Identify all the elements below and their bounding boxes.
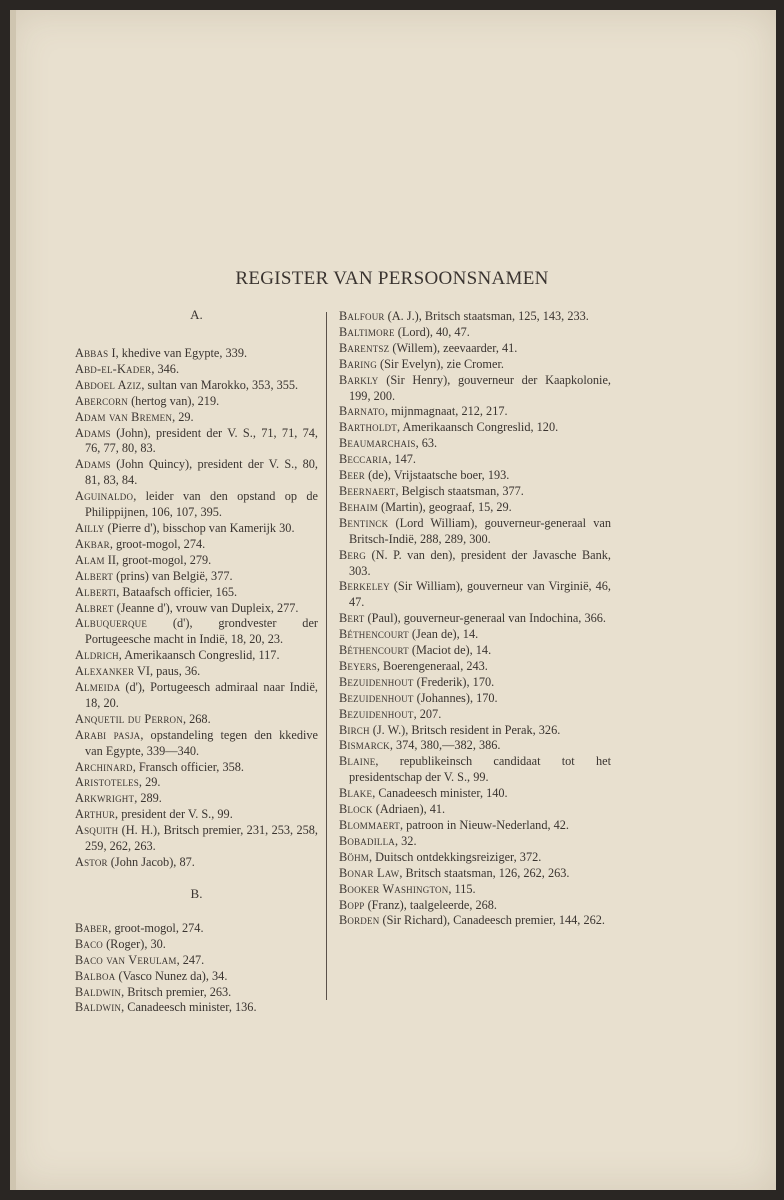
entry-detail: , 32. — [395, 833, 417, 848]
index-entry — [75, 648, 318, 664]
index-entry — [75, 569, 318, 585]
entry-name: Berg — [339, 547, 367, 562]
entry-detail: (Sir William), gouverneur van Virginië, 46, 47. — [349, 579, 611, 610]
entry-detail: (d'), Portugeesch admiraal naar Indië, 18, 20. — [85, 680, 318, 710]
entry-detail: , Canadeesch minister, 136. — [121, 1000, 257, 1015]
index-entry — [75, 1000, 318, 1016]
index-entry — [75, 985, 318, 1001]
entry-detail: , leider van den opstand op de Philippijnen, 106, 107, 395. — [85, 489, 318, 520]
entry-name: Adams — [75, 457, 111, 472]
entry-name: Beyers — [339, 658, 377, 673]
entry-detail: VI, paus, 36. — [134, 664, 201, 679]
entry-detail: , Belgisch staatsman, 377. — [395, 483, 524, 498]
entry-name: Astor — [75, 855, 108, 869]
entry-detail: , 374, 380,—382, 386. — [389, 738, 501, 753]
index-entry — [339, 516, 611, 548]
entry-name: Abd-el-Kader — [75, 361, 152, 376]
entry-detail: (A. J.), Britsch staatsman, 125, 143, 233. — [384, 309, 589, 323]
index-entry — [339, 548, 611, 580]
entry-detail: , 268. — [182, 711, 211, 726]
entry-detail: (Lord William), gouverneur-generaal van Britsch-Indië, 288, 289, 300. — [349, 515, 611, 546]
index-entry — [339, 723, 611, 739]
entry-detail: (H. H.), Britsch premier, 231, 253, 258, 259, 262, 263. — [85, 823, 318, 854]
index-entry — [339, 404, 611, 420]
index-entry — [339, 611, 611, 627]
entry-detail: , Canadeesch minister, 140. — [372, 786, 508, 801]
entry-name: Albert — [75, 568, 114, 583]
entry-detail: (John), president der V. S., 71, 71, 74, 76, 77, 80, 83. — [85, 425, 318, 456]
index-entry — [339, 420, 611, 436]
entry-name: Bismarck — [339, 738, 390, 753]
entry-detail: , 207. — [413, 706, 442, 721]
entry-detail: (Frederik), 170. — [413, 674, 495, 689]
entry-name: Barentsz — [339, 340, 390, 355]
index-entry — [339, 357, 611, 373]
entry-detail: I, khedive van Egypte, 339. — [108, 346, 248, 360]
entry-detail: (John Jacob), 87. — [107, 855, 195, 869]
entry-name: Beccaria — [339, 452, 389, 467]
entry-detail: (Sir Evelyn), zie Cromer. — [376, 356, 504, 371]
entry-detail: , Duitsch ontdekkingsreiziger, 372. — [369, 849, 542, 864]
index-entry — [339, 802, 611, 818]
index-entry — [75, 680, 318, 712]
entry-name: Blommaert — [339, 818, 400, 832]
entry-name: Borden — [339, 913, 380, 928]
entry-name: Ailly — [75, 520, 105, 535]
index-entry — [339, 898, 611, 914]
index-entry — [339, 659, 611, 675]
entry-detail: , republikeinsch candidaat tot het presidentschap der V. S., 99. — [349, 754, 611, 785]
right-column — [339, 309, 611, 929]
entry-detail: (Jeanne d'), vrouw van Dupleix, 277. — [113, 600, 299, 615]
entry-detail: II, groot-mogol, 279. — [104, 552, 212, 567]
entry-detail: , 147. — [388, 452, 416, 467]
entry-name: Abercorn — [75, 393, 128, 408]
entry-name: Bopp — [339, 897, 365, 912]
entry-name: Alam — [75, 552, 105, 567]
entry-name: Blaine — [339, 754, 376, 769]
entry-detail: , 115. — [448, 881, 476, 896]
index-entry — [339, 436, 611, 452]
entry-name: Beaumarchais — [339, 436, 416, 451]
entry-name: Bezuidenhout — [339, 706, 414, 721]
entry-detail: , opstandeling tegen den kkedive van Egypte, 339—340. — [85, 727, 318, 758]
left-column — [75, 306, 318, 1016]
index-entry — [75, 807, 318, 823]
entry-name: Baring — [339, 356, 377, 371]
index-entry — [75, 537, 318, 553]
entry-detail: (d'), grondvester der Portugeesche macht in Indië, 18, 20, 23. — [85, 616, 318, 647]
entry-name: Asquith — [75, 823, 119, 838]
entry-detail: , 346. — [151, 361, 180, 376]
entry-name: Anquetil du Perron — [75, 711, 183, 726]
entry-detail: , 29. — [138, 775, 161, 790]
entry-name: Adams — [75, 425, 111, 440]
entry-name: Bentinck — [339, 515, 389, 530]
entry-name: Berkeley — [339, 579, 390, 594]
index-entry — [339, 691, 611, 707]
entry-detail: (Johannes), 170. — [413, 690, 498, 705]
index-entry — [75, 410, 318, 426]
entry-name: Birch — [339, 722, 370, 737]
entry-name: Balfour — [339, 309, 385, 323]
index-entry — [339, 786, 611, 802]
entry-name: Bartholdt — [339, 420, 397, 435]
entry-detail: (hertog van), 219. — [128, 393, 220, 408]
entry-name: Baltimore — [339, 324, 395, 339]
entry-name: Almeida — [75, 680, 121, 695]
entry-detail: , president der V. S., 99. — [115, 807, 233, 822]
index-entry — [339, 452, 611, 468]
entry-name: Albuquerque — [75, 616, 148, 631]
entry-name: Behaim — [339, 499, 378, 514]
entry-name: Beer — [339, 468, 365, 483]
index-entry — [75, 760, 318, 776]
index-entry — [75, 346, 318, 362]
index-entry — [75, 378, 318, 394]
index-entry — [339, 882, 611, 898]
entry-detail: (John Quincy), president der V. S., 80, 81, 83, 84. — [85, 457, 318, 488]
index-entry — [339, 754, 611, 786]
index-entry — [339, 818, 611, 834]
entry-detail: , Britsch premier, 263. — [121, 984, 232, 999]
entry-detail: , Fransch officier, 358. — [132, 759, 244, 774]
entry-detail: , Boerengeneraal, 243. — [376, 658, 488, 673]
index-entry — [75, 775, 318, 791]
index-entry — [339, 468, 611, 484]
entry-name: Abdoel Aziz — [75, 377, 142, 392]
entry-name: Albret — [75, 600, 114, 615]
entry-name: Béthencourt — [339, 643, 409, 658]
entry-name: Alexanker — [75, 664, 135, 679]
page-title: REGISTER VAN PERSOONSNAMEN — [235, 268, 549, 289]
index-entry — [339, 341, 611, 357]
page-spine-edge — [10, 10, 16, 1190]
entry-detail: (Sir Henry), gouverneur der Kaapkolonie, 199, 200. — [349, 372, 611, 403]
index-entry — [339, 850, 611, 866]
index-entry — [75, 457, 318, 489]
entry-name: Archinard — [75, 759, 133, 774]
entry-detail: , mijnmagnaat, 212, 217. — [384, 404, 508, 419]
index-entry — [339, 738, 611, 754]
index-entry — [75, 855, 318, 871]
entry-name: Baco — [75, 936, 104, 951]
entry-detail: (Pierre d'), bisschop van Kamerijk 30. — [104, 520, 295, 535]
entry-detail: , sultan van Marokko, 353, 355. — [141, 377, 299, 392]
entry-detail: , 247. — [176, 952, 205, 967]
entry-name: Baldwin — [75, 984, 122, 999]
index-entry — [339, 579, 611, 611]
entry-name: Beernaert — [339, 483, 396, 498]
index-entry — [75, 791, 318, 807]
index-entry — [339, 373, 611, 405]
entry-name: Abbas — [75, 346, 109, 360]
index-entry — [339, 707, 611, 723]
entry-detail: , groot-mogol, 274. — [109, 536, 206, 551]
entry-detail: (Vasco Nunez da), 34. — [115, 968, 228, 983]
entry-name: Balboa — [75, 968, 116, 983]
index-entry — [75, 616, 318, 648]
entry-detail: , 289. — [134, 791, 162, 806]
entry-name: Böhm — [339, 849, 370, 864]
index-entry — [339, 309, 611, 325]
column-divider — [326, 312, 327, 1000]
entry-detail: (Martin), geograaf, 15, 29. — [377, 499, 512, 514]
entry-name: Adam van Bremen — [75, 409, 173, 424]
entry-detail: (Franz), taalgeleerde, 268. — [364, 897, 497, 912]
index-entry — [75, 521, 318, 537]
index-entry — [75, 553, 318, 569]
entry-name: Bezuidenhout — [339, 690, 414, 705]
entry-name: Bonar Law — [339, 865, 400, 880]
entry-detail: (Lord), 40, 47. — [394, 324, 470, 339]
index-entry — [339, 866, 611, 882]
index-entry — [75, 937, 318, 953]
index-entry — [339, 913, 611, 929]
entry-detail: , patroon in Nieuw-Nederland, 42. — [399, 818, 570, 832]
section-letter: A. — [190, 307, 203, 322]
section-letter: B. — [190, 885, 203, 901]
index-entry — [339, 643, 611, 659]
index-entry — [75, 823, 318, 855]
entry-detail: (Paul), gouverneur-generaal van Indochina, 366. — [364, 611, 606, 626]
entry-detail: , Amerikaansch Congreslid, 117. — [118, 648, 280, 663]
index-entry — [75, 394, 318, 410]
entry-name: Arkwright — [75, 791, 135, 806]
index-entry — [75, 969, 318, 985]
entry-name: Barkly — [339, 372, 379, 387]
index-entry — [75, 362, 318, 378]
entry-detail: (Maciot de), 14. — [408, 643, 492, 658]
index-entry — [339, 325, 611, 341]
index-entry — [75, 953, 318, 969]
entry-detail: , 29. — [172, 409, 194, 424]
entry-name: Bezuidenhout — [339, 674, 414, 689]
entry-detail: (Jean de), 14. — [408, 627, 479, 642]
entry-detail: (Sir Richard), Canadeesch premier, 144, 262. — [379, 913, 605, 928]
index-entry — [75, 728, 318, 760]
entry-name: Barnato — [339, 404, 385, 419]
index-entry — [339, 627, 611, 643]
entry-detail: (de), Vrijstaatsche boer, 193. — [365, 468, 510, 483]
entry-name: Bert — [339, 611, 365, 626]
index-entry — [339, 484, 611, 500]
index-entry — [75, 585, 318, 601]
entry-detail: (Roger), 30. — [103, 936, 166, 951]
entry-name: Akbar — [75, 536, 110, 551]
entry-detail: (prins) van België, 377. — [113, 568, 233, 583]
entry-name: Alberti — [75, 584, 117, 599]
entry-name: Blake — [339, 786, 373, 801]
index-entry — [75, 664, 318, 680]
index-entry — [339, 675, 611, 691]
index-entry — [75, 489, 318, 521]
entry-name: Aldrich — [75, 648, 119, 663]
entry-name: Baldwin — [75, 1000, 122, 1015]
entry-name: Booker Washington — [339, 881, 449, 896]
entry-name: Aristoteles — [75, 775, 139, 790]
entry-name: Bobadilla — [339, 833, 395, 848]
entry-detail: , groot-mogol, 274. — [108, 920, 204, 935]
index-entry — [75, 426, 318, 458]
entry-detail: , Britsch staatsman, 126, 262, 263. — [399, 865, 570, 880]
entry-name: Béthencourt — [339, 627, 409, 642]
entry-detail: (N. P. van den), president der Javasche Bank, 303. — [349, 547, 611, 578]
index-entry — [339, 834, 611, 850]
index-entry — [339, 500, 611, 516]
entry-detail: (Adriaen), 41. — [372, 802, 446, 817]
entry-name: Arthur — [75, 807, 116, 822]
entry-name: Block — [339, 802, 373, 817]
index-entry — [75, 712, 318, 728]
entry-name: Arabi pasja — [75, 727, 141, 742]
entry-name: Baco van Verulam — [75, 952, 177, 967]
entry-detail: (Willem), zeevaarder, 41. — [389, 340, 518, 355]
entry-detail: , 63. — [415, 436, 438, 451]
entry-name: Aguinaldo — [75, 489, 134, 504]
entry-detail: (J. W.), Britsch resident in Perak, 326. — [369, 722, 561, 737]
entry-name: Baber — [75, 920, 109, 935]
entry-detail: , Amerikaansch Congreslid, 120. — [396, 420, 559, 435]
entry-detail: , Bataafsch officier, 165. — [116, 584, 238, 599]
index-entry — [75, 921, 318, 937]
index-entry — [75, 601, 318, 617]
